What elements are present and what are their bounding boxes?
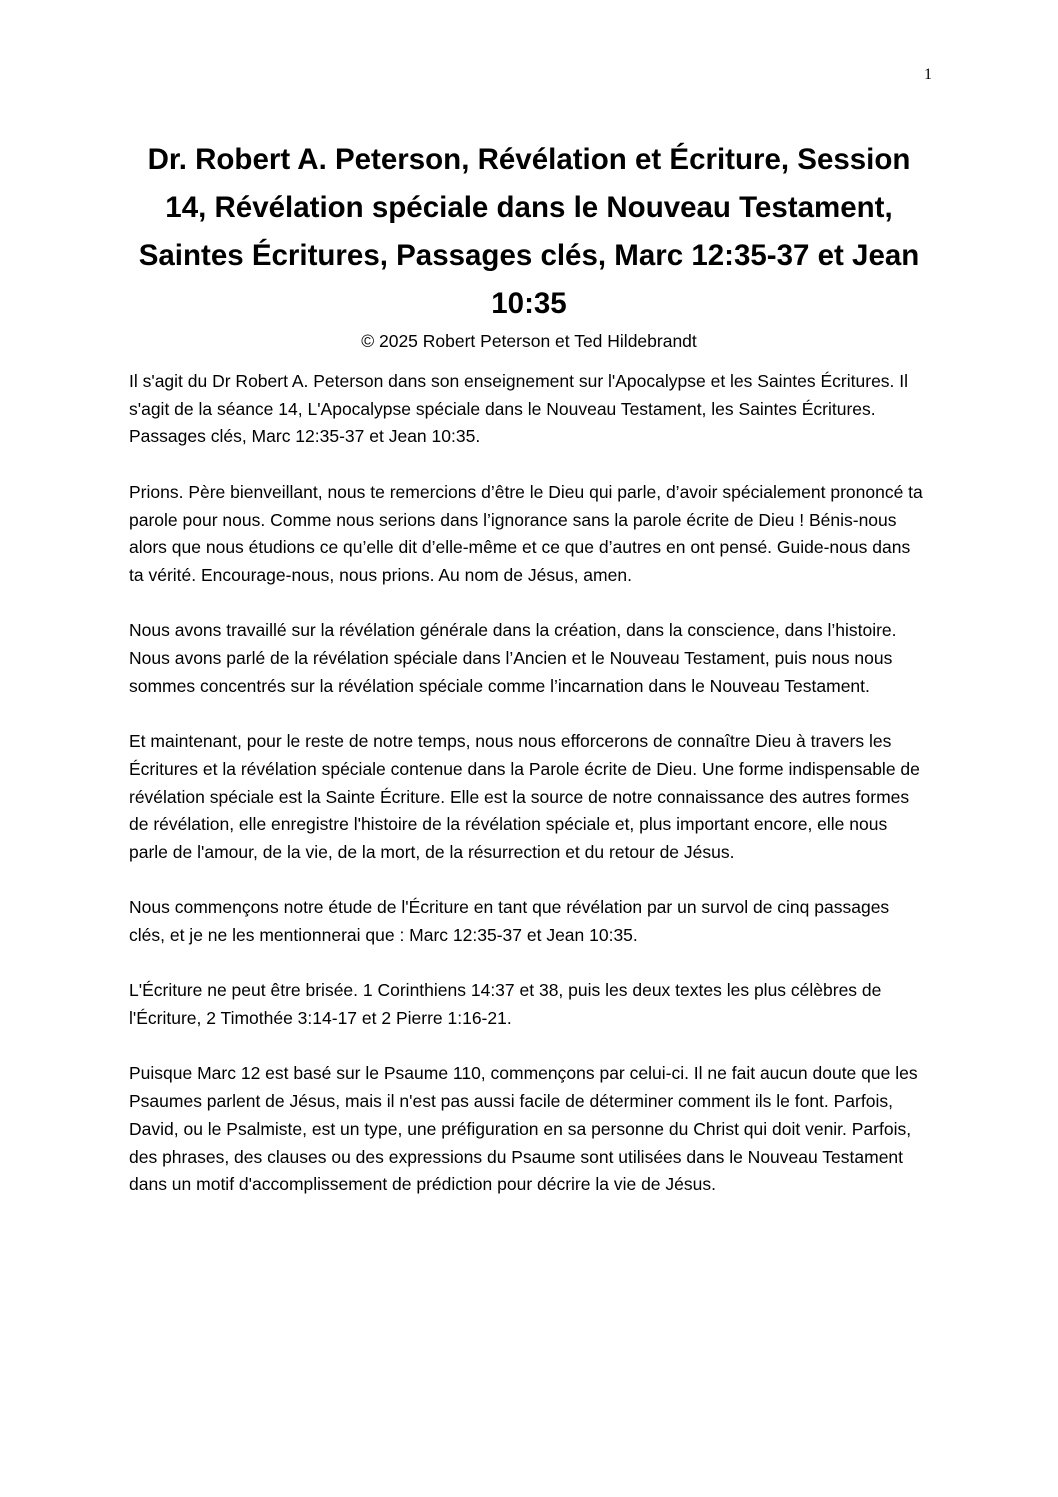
title-block [128, 136, 930, 354]
paragraph-texts: L'Écriture ne peut être brisée. 1 Corinthiens 14:37 et 38, puis les deux textes les plus célèbres de l'Écriture, 2 Timothée 3:14-17 et 2 Pierre 1:16-21. [129, 980, 882, 1029]
page-number: 1 [924, 66, 932, 83]
copyright-line: © 2025 Robert Peterson et Ted Hildebrandt [361, 331, 697, 351]
paragraph-intro: Il s'agit du Dr Robert A. Peterson dans son enseignement sur l'Apocalypse et les Saintes Écritures. Il s'agit de la séance 14, L'Apocalypse spéciale dans le Nouveau Testament, les Saintes Écritures. Passages clés, Marc 12:35-37 et Jean 10:35. [129, 371, 909, 447]
paragraph-psalm: Puisque Marc 12 est basé sur le Psaume 110, commençons par celui-ci. Il ne fait aucun doute que les Psaumes parlent de Jésus, mais il n'est pas aussi facile de déterminer comment ils le font. Parfois, David, ou le Psalmiste, est un type, une préfiguration en sa personne du Christ qui doit venir. Parfois, des phrases, des clauses ou des expressions du Psaume sont utilisées dans le Nouveau Testament dans un motif d'accomplissement de prédiction pour décrire la vie de Jésus. [129, 1063, 918, 1195]
document-body [129, 368, 929, 1227]
paragraph-key-passages: Nous commençons notre étude de l'Écriture en tant que révélation par un survol de cinq passages clés, et je ne les mentionnerai que : Marc 12:35-37 et Jean 10:35. [129, 897, 890, 945]
paragraph-prayer: Prions. Père bienveillant, nous te remercions d’être le Dieu qui parle, d’avoir spécialement prononcé ta parole pour nous. Comme nous serions dans l’ignorance sans la parole écrite de Dieu ! Bénis-nous alors que nous étudions ce qu’elle dit d’elle-même et ce que d’autres en ont pensé. Guide-nous dans ta vérité. Encourage-nous, nous prions. Au nom de Jésus, amen. [129, 481, 923, 585]
paragraph-scripture: Et maintenant, pour le reste de notre temps, nous nous efforcerons de connaître Dieu à travers les Écritures et la révélation spéciale contenue dans la Parole écrite de Dieu. Une forme indispensable de révélation spéciale est la Sainte Écriture. Elle est la source de notre connaissance des autres formes de révélation, elle enregistre l'histoire de la révélation spéciale et, plus important encore, elle nous parle de l'amour, de la vie, de la mort, de la résurrection et du retour de Jésus. [129, 731, 920, 862]
paragraph-review: Nous avons travaillé sur la révélation générale dans la création, dans la conscience, dans l’histoire. Nous avons parlé de la révélation spéciale dans l’Ancien et le Nouveau Testament, puis nous nous sommes concentrés sur la révélation spéciale comme l’incarnation dans le Nouveau Testament. [129, 620, 897, 696]
document-title: Dr. Robert A. Peterson, Révélation et Écriture, Session 14, Révélation spéciale dans le Nouveau Testament, Saintes Écritures, Passages clés, Marc 12:35-37 et Jean 10:35 [138, 143, 920, 320]
